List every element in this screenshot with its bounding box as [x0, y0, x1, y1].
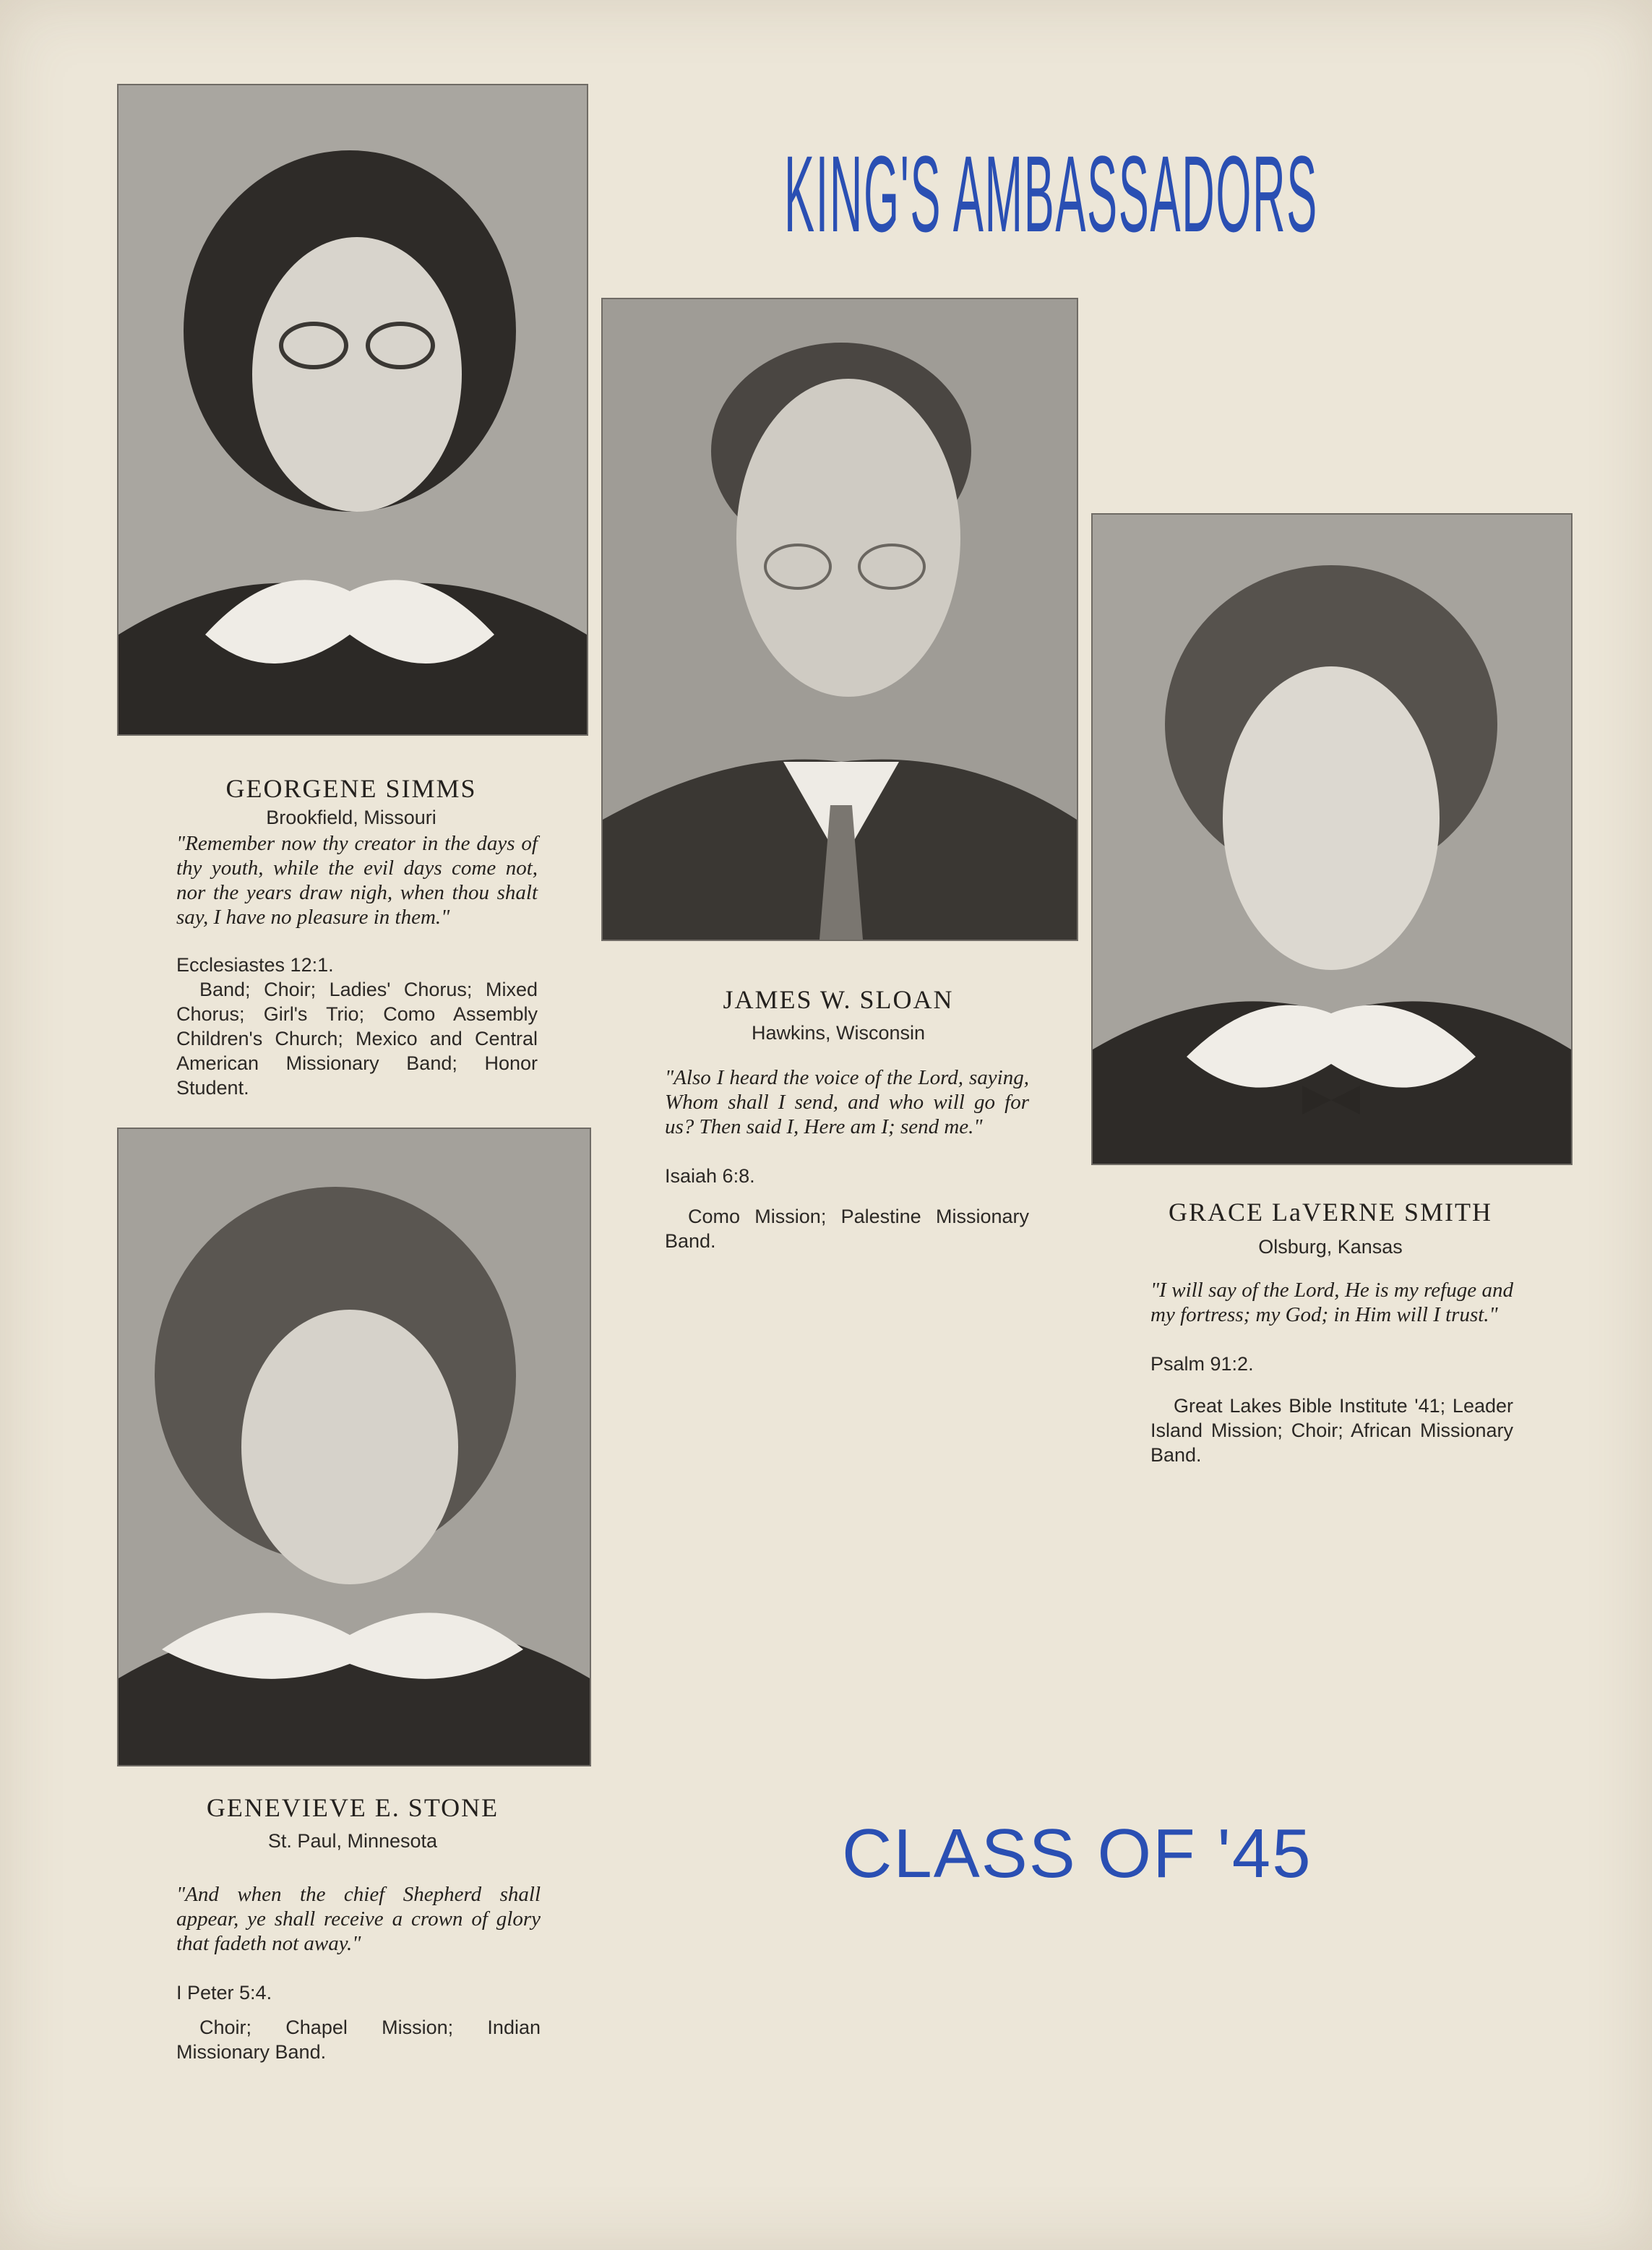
student-reference: Isaiah 6:8. — [665, 1165, 755, 1187]
student-name: GRACE LaVERNE SMITH — [1169, 1198, 1492, 1227]
student-hometown: Olsburg, Kansas — [1258, 1236, 1403, 1258]
page-title-container — [784, 129, 1391, 259]
quote-text: "Remember now thy creator in the days of thy youth, while the evil days come not, nor the years draw nigh, when thou shalt say, I have no pleasure in them." — [176, 832, 538, 929]
student-reference: Psalm 91:2. — [1150, 1353, 1254, 1375]
student-name: GENEVIEVE E. STONE — [206, 1793, 499, 1822]
student-activities: Choir; Chapel Mission; Indian Missionary Band. — [176, 2017, 541, 2063]
student-name: GEORGENE SIMMS — [225, 774, 477, 803]
student-activities: Como Mission; Palestine Missionary Band. — [665, 1206, 1029, 1252]
student-quote — [1150, 1278, 1513, 1327]
student-hometown: St. Paul, Minnesota — [267, 1830, 438, 1852]
student-hometown: Brookfield, Missouri — [266, 807, 436, 828]
portrait-photo-grace-laverne-smith — [1091, 513, 1573, 1165]
student-reference: I Peter 5:4. — [176, 1982, 272, 2004]
student-name: JAMES W. SLOAN — [723, 985, 954, 1014]
portrait-genevieve-stone-image — [119, 1129, 590, 1765]
student-quote — [665, 1065, 1029, 1139]
portrait-photo-georgene-simms — [117, 84, 588, 736]
quote-text: "Also I heard the voice of the Lord, saying, Whom shall I send, and who will go for us? Then said I, Here am I; send me." — [665, 1066, 1029, 1138]
portrait-james-sloan-image — [603, 299, 1077, 940]
class-year-label: CLASS OF '45 — [842, 1815, 1312, 1892]
portrait-photo-james-w-sloan — [601, 298, 1078, 941]
student-reference: Ecclesiastes 12:1. — [176, 954, 334, 976]
portrait-georgene-simms-image — [119, 85, 587, 734]
portrait-grace-smith-image — [1093, 515, 1571, 1164]
student-hometown: Hawkins, Wisconsin — [751, 1022, 926, 1044]
student-activities: Great Lakes Bible Institute '41; Leader Island Mission; Choir; African Missionary Band. — [1150, 1395, 1513, 1466]
quote-text: "And when the chief Shepherd shall appear, ye shall receive a crown of glory that fadeth not away." — [176, 1883, 541, 1955]
student-quote — [176, 1882, 541, 1956]
student-quote — [176, 831, 538, 929]
page-title: KING'S AMBASSADORS — [784, 133, 1318, 254]
student-activities: Band; Choir; Ladies' Chorus; Mixed Chorus; Girl's Trio; Como Assembly Children's Church; Mexico and Central American Missionary Band; Honor Student. — [176, 979, 538, 1099]
portrait-photo-genevieve-e-stone — [117, 1128, 591, 1766]
quote-text: "I will say of the Lord, He is my refuge and my fortress; my God; in Him will I trust." — [1150, 1279, 1513, 1326]
